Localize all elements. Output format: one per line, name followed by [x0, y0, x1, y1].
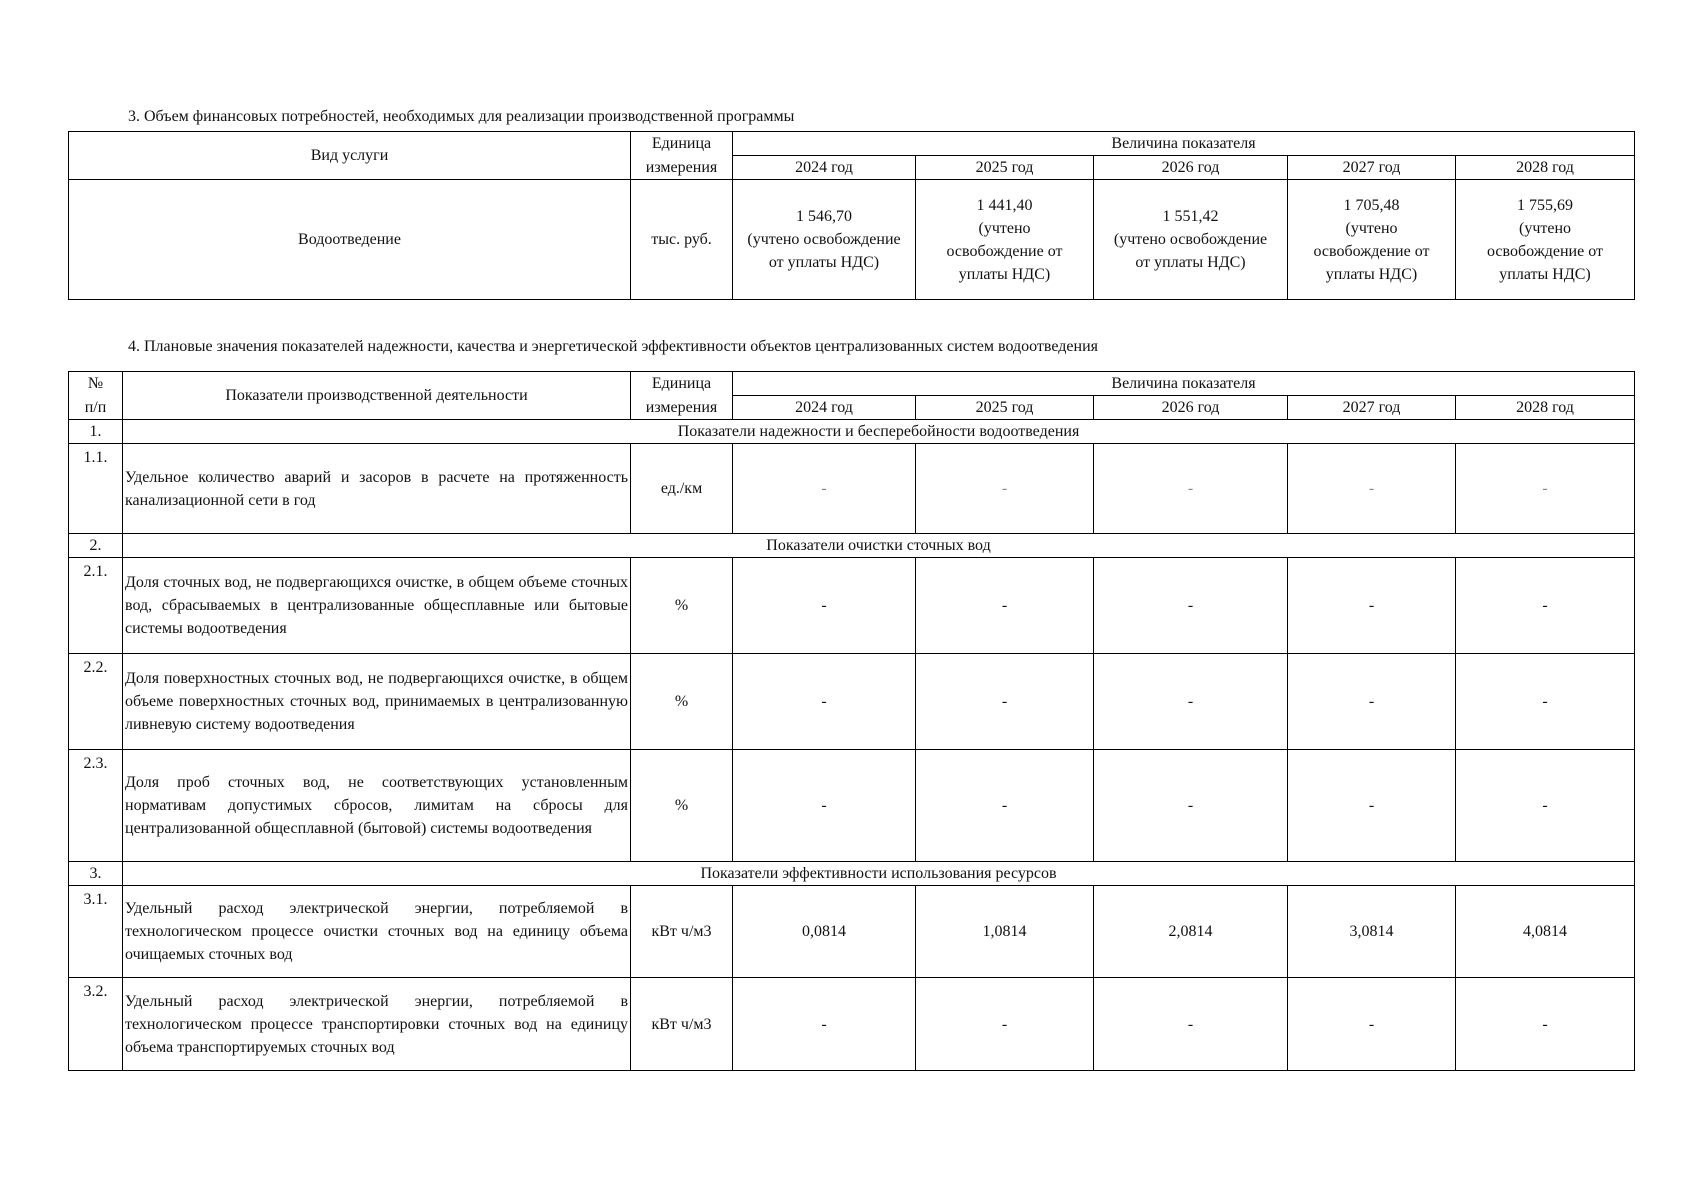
row-value-2028: 4,0814 — [1456, 886, 1635, 978]
row-value-2027: - — [1288, 654, 1456, 750]
row-indicator: Доля сточных вод, не подвергающихся очистке, в общем объеме сточных вод, сбрасываемых в централизованные общесплавные или бытовые системы водоотведения — [123, 558, 631, 654]
header-unit-line2: измерения — [631, 396, 733, 420]
table-row — [69, 444, 1635, 534]
row-number: 3.1. — [69, 886, 123, 978]
header-value-group: Величина показателя — [733, 372, 1635, 396]
row-number: 2.2. — [69, 654, 123, 750]
group-title: Показатели надежности и бесперебойности водоотведения — [123, 420, 1635, 444]
value-note-line: освобождение от — [946, 242, 1063, 260]
row-indicator: Удельный расход электрической энергии, потребляемой в технологическом процессе транспортировки сточных вод на единицу объема транспортируемых сточных вод — [123, 978, 631, 1071]
header-year-2024: 2024 год — [733, 396, 916, 420]
row-value-2024: - — [733, 750, 916, 862]
group-title: Показатели эффективности использования ресурсов — [123, 862, 1635, 886]
row-value-2024: - — [733, 978, 916, 1071]
header-indicators: Показатели производственной деятельности — [123, 372, 631, 420]
value-line: 1 546,70 — [796, 208, 852, 225]
row-value-2028: - — [1456, 444, 1635, 534]
table-row — [69, 654, 1635, 750]
value-note-line: (учтено — [1345, 219, 1398, 237]
table-row — [69, 886, 1635, 978]
row-value-2028: - — [1456, 558, 1635, 654]
row-value-2027: - — [1288, 978, 1456, 1071]
value-note-line: от уплаты НДС) — [768, 254, 880, 271]
value-note-line: освобождение от — [1487, 242, 1603, 260]
value-line: 1 551,42 — [1162, 208, 1219, 225]
value-note-line: от уплаты НДС) — [1135, 254, 1246, 271]
value-line: 1 755,69 — [1517, 196, 1573, 214]
row-value-2027: - — [1288, 750, 1456, 862]
row-value-2025: - — [916, 444, 1094, 534]
row-number: 2.3. — [69, 750, 123, 862]
header-year-2025: 2025 год — [916, 156, 1094, 180]
row-value-2024: - — [733, 444, 916, 534]
value-note-line: уплаты НДС) — [958, 265, 1051, 283]
header-year-2027: 2027 год — [1288, 156, 1456, 180]
row-value-2028: - — [1456, 654, 1635, 750]
header-year-2024: 2024 год — [733, 156, 916, 180]
row-value-2026: - — [1094, 750, 1288, 862]
row-indicator: Удельный расход электрической энергии, потребляемой в технологическом процессе очистки сточных вод на единицу объема очищаемых сточных вод — [123, 886, 631, 978]
row-value-2025: - — [916, 750, 1094, 862]
group-title: Показатели очистки сточных вод — [123, 534, 1635, 558]
table-row — [69, 978, 1635, 1071]
value-2024 — [733, 180, 916, 300]
table-row — [69, 750, 1635, 862]
row-value-2026: - — [1094, 444, 1288, 534]
row-value-2025: - — [916, 558, 1094, 654]
row-unit: кВт ч/м3 — [631, 978, 733, 1071]
group-number: 1. — [69, 420, 123, 444]
row-number: 1.1. — [69, 444, 123, 534]
header-year-2028: 2028 год — [1456, 156, 1635, 180]
value-note-line: (учтено — [978, 219, 1031, 237]
row-value-2028: - — [1456, 978, 1635, 1071]
row-value-2026: 2,0814 — [1094, 886, 1288, 978]
indicators-table — [68, 371, 1635, 1071]
row-value-2026: - — [1094, 654, 1288, 750]
row-value-2024: - — [733, 654, 916, 750]
row-value-2025: - — [916, 654, 1094, 750]
value-note-line: уплаты НДС) — [1499, 265, 1591, 283]
row-value-2025: 1,0814 — [916, 886, 1094, 978]
value-line: 1 441,40 — [976, 196, 1033, 214]
row-value-2024: 0,0814 — [733, 886, 916, 978]
value-note-line: освобождение от — [1313, 242, 1430, 260]
row-number: 3.2. — [69, 978, 123, 1071]
row-value-2027: 3,0814 — [1288, 886, 1456, 978]
row-number: 2.1. — [69, 558, 123, 654]
header-year-2025: 2025 год — [916, 396, 1094, 420]
value-note-line: (учтено освобождение — [747, 231, 901, 248]
row-unit: % — [631, 654, 733, 750]
value-2028 — [1456, 180, 1635, 300]
service-name-cell: Водоотведение — [69, 180, 631, 300]
row-indicator: Доля проб сточных вод, не соответствующих установленным нормативам допустимых сбросов, лимитам на сбросы для централизованной общесплавной (бытовой) системы водоотведения — [123, 750, 631, 862]
row-unit: % — [631, 750, 733, 862]
value-2025 — [916, 180, 1094, 300]
value-note-line: уплаты НДС) — [1325, 265, 1418, 283]
header-service: Вид услуги — [69, 132, 631, 180]
value-2027 — [1288, 180, 1456, 300]
header-unit-line1: Единица — [631, 372, 733, 396]
header-num-line2: п/п — [69, 396, 123, 420]
row-value-2027: - — [1288, 558, 1456, 654]
value-note-line: (учтено — [1518, 219, 1572, 237]
row-indicator: Удельное количество аварий и засоров в расчете на протяженность канализационной сети в год — [123, 444, 631, 534]
header-unit-line2: измерения — [631, 156, 733, 180]
row-unit: ед./км — [631, 444, 733, 534]
header-year-2026: 2026 год — [1094, 396, 1288, 420]
row-value-2028: - — [1456, 750, 1635, 862]
header-unit-line1: Единица — [631, 132, 733, 156]
group-number: 2. — [69, 534, 123, 558]
financial-needs-table — [68, 131, 1635, 300]
row-value-2027: - — [1288, 444, 1456, 534]
value-note-line: (учтено освобождение — [1113, 231, 1268, 248]
row-value-2024: - — [733, 558, 916, 654]
header-year-2027: 2027 год — [1288, 396, 1456, 420]
header-value-group: Величина показателя — [733, 132, 1635, 156]
header-year-2028: 2028 год — [1456, 396, 1635, 420]
table-row — [69, 558, 1635, 654]
value-2026 — [1094, 180, 1288, 300]
group-number: 3. — [69, 862, 123, 886]
row-value-2026: - — [1094, 558, 1288, 654]
section-3-title: 3. Объем финансовых потребностей, необходимых для реализации производственной программы — [128, 108, 795, 125]
row-unit: % — [631, 558, 733, 654]
header-year-2026: 2026 год — [1094, 156, 1288, 180]
row-unit: кВт ч/м3 — [631, 886, 733, 978]
row-indicator: Доля поверхностных сточных вод, не подвергающихся очистке, в общем объеме поверхностных сточных вод, принимаемых в централизованную ливневую систему водоотведения — [123, 654, 631, 750]
row-value-2025: - — [916, 978, 1094, 1071]
value-line: 1 705,48 — [1343, 196, 1400, 214]
section-4-title: 4. Плановые значения показателей надежности, качества и энергетической эффективности объектов централизованных систем водоотведения — [128, 338, 1098, 355]
row-value-2026: - — [1094, 978, 1288, 1071]
header-num-line1: № — [69, 372, 123, 396]
unit-cell: тыс. руб. — [631, 180, 733, 300]
